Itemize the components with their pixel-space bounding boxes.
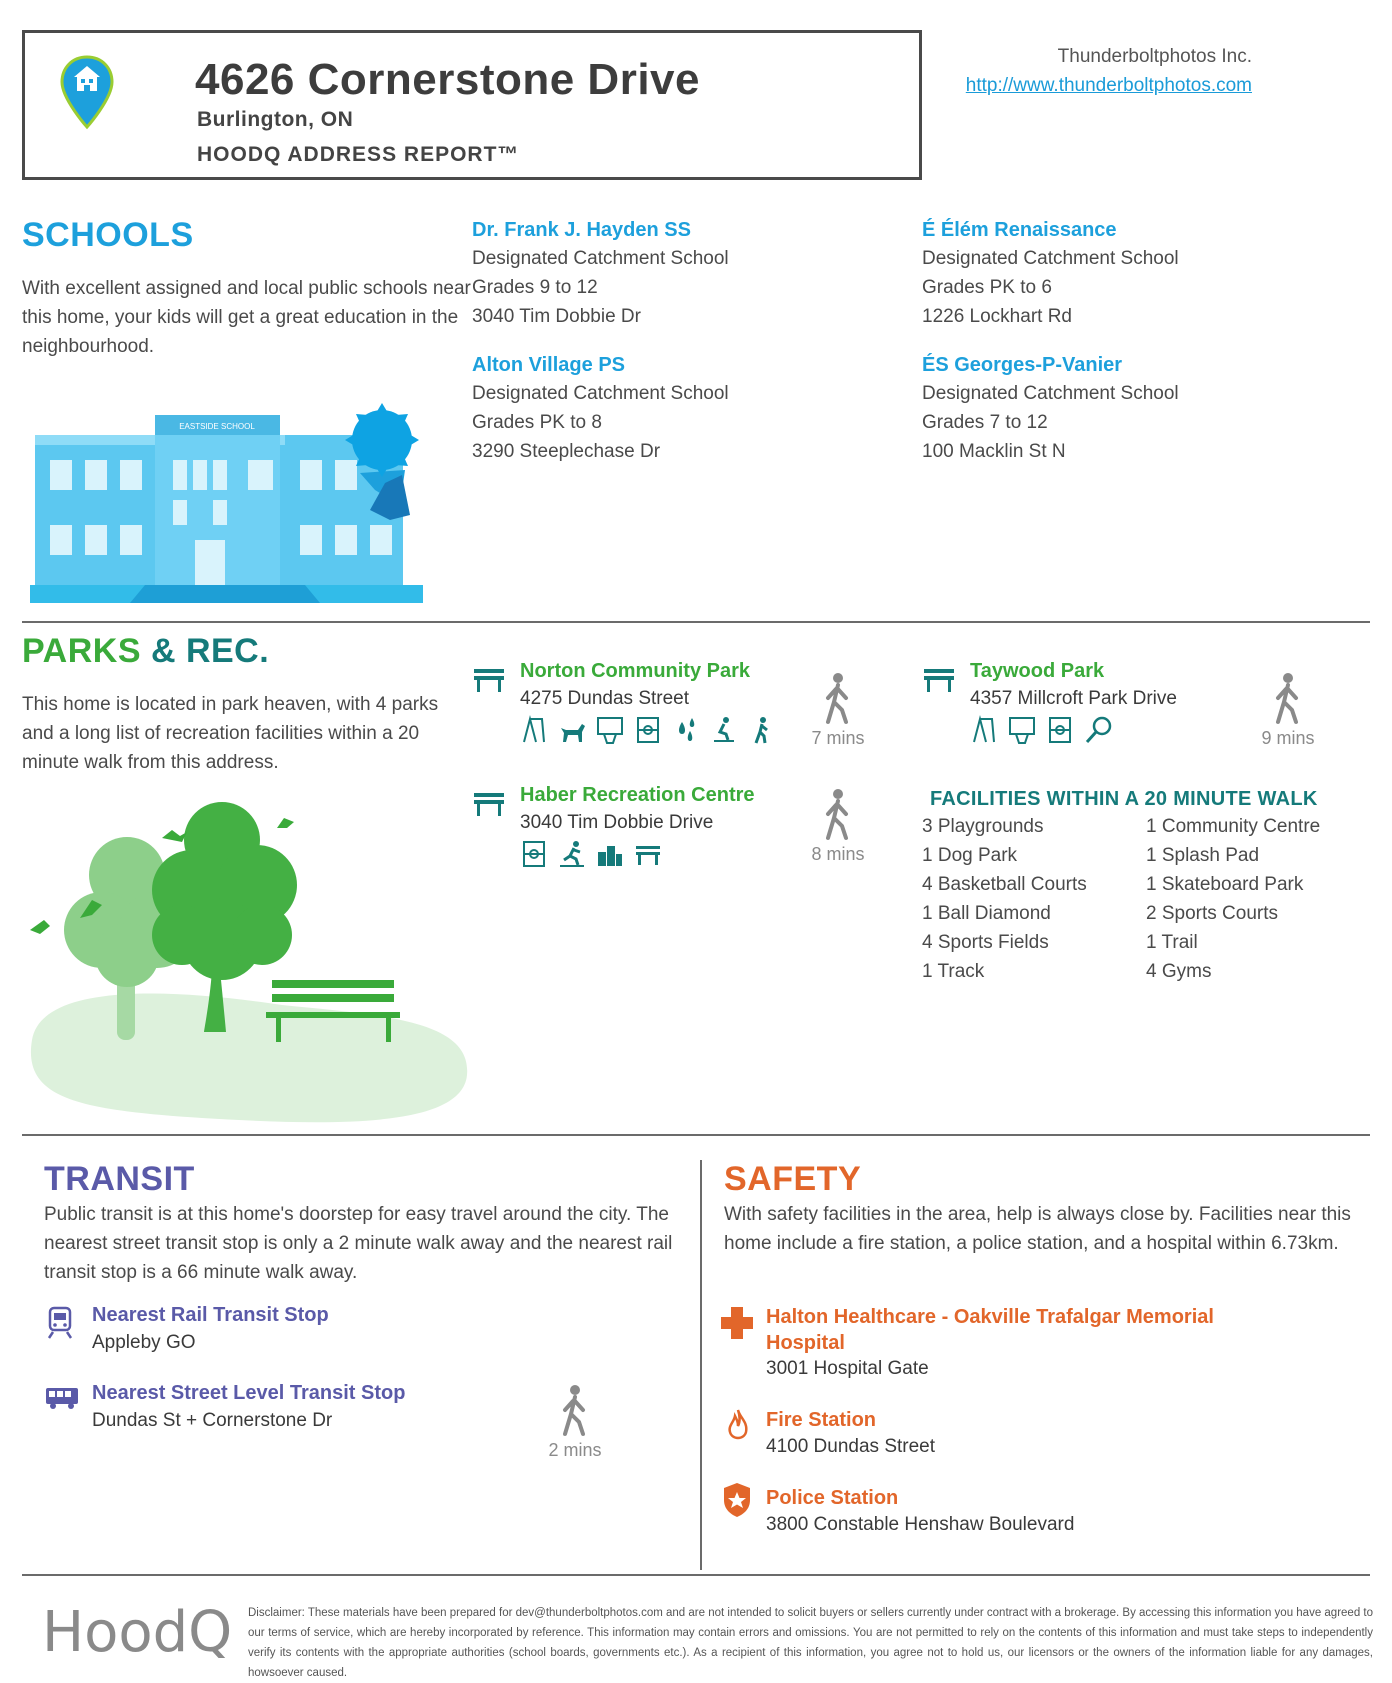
- walk-time: 9 mins: [1261, 728, 1315, 748]
- school-address: 1226 Lockhart Rd: [922, 306, 1072, 327]
- school-building-illustration: [30, 405, 430, 605]
- facilities-list-left: [922, 812, 1142, 986]
- facility-item: 1 Community Centre: [1146, 816, 1321, 837]
- school-type: Designated Catchment School: [472, 383, 729, 404]
- facility-item: 1 Track: [922, 961, 985, 982]
- splash-pad-icon: [672, 716, 700, 744]
- safety-title: SAFETY: [724, 1160, 862, 1198]
- basketball-icon: [1008, 716, 1036, 744]
- section-divider: [22, 621, 1370, 623]
- school-grades: Grades 9 to 12: [472, 277, 598, 298]
- safety-intro: With safety facilities in the area, help is always close by. Facilities near this home include a fire station, a police station, and a hospital within 6.73km.: [724, 1204, 1351, 1254]
- dog-park-icon: [558, 716, 586, 744]
- walking-person-icon: [555, 1384, 595, 1436]
- park-address: 3040 Tim Dobbie Drive: [520, 812, 714, 833]
- company-link[interactable]: http://www.thunderboltphotos.com: [965, 75, 1252, 96]
- walking-person-icon: [1268, 672, 1308, 724]
- bus-icon: [44, 1386, 80, 1410]
- sports-field-icon: [520, 840, 548, 868]
- parks-title-part2: & REC.: [141, 632, 270, 670]
- address-title: 4626 Cornerstone Drive: [195, 55, 700, 104]
- facility-item: 4 Basketball Courts: [922, 874, 1087, 895]
- address-city: Burlington, ON: [197, 108, 354, 131]
- facility-item: 1 Ball Diamond: [922, 903, 1051, 924]
- park-amenities: [970, 716, 1112, 744]
- street-stop-label: Nearest Street Level Transit Stop: [92, 1382, 406, 1404]
- parks-title: [22, 632, 269, 671]
- school-name[interactable]: É Élém Renaissance: [922, 219, 1117, 241]
- facilities-title: FACILITIES WITHIN A 20 MINUTE WALK: [930, 788, 1318, 810]
- school-address: 3290 Steeplechase Dr: [472, 441, 661, 462]
- school-card: [472, 351, 912, 466]
- police-station-address: 3800 Constable Henshaw Boulevard: [766, 1514, 1075, 1535]
- track-icon: [558, 840, 586, 868]
- facilities-list-right: [1146, 812, 1366, 986]
- school-card: [922, 216, 1362, 331]
- skateboard-icon: [710, 716, 738, 744]
- street-stop-name[interactable]: Dundas St + Cornerstone Dr: [92, 1410, 333, 1431]
- bench-icon: [472, 667, 506, 693]
- train-icon: [46, 1306, 74, 1340]
- fire-station-name[interactable]: Fire Station: [766, 1409, 877, 1431]
- park-name[interactable]: Taywood Park: [970, 660, 1105, 682]
- trail-icon: [748, 716, 776, 744]
- playground-icon: [970, 716, 998, 744]
- sports-field-icon: [1046, 716, 1074, 744]
- basketball-icon: [596, 716, 624, 744]
- park-amenities: [520, 716, 776, 744]
- hoodq-logo: HoodQ: [42, 1600, 233, 1665]
- schools-title: SCHOOLS: [22, 216, 194, 254]
- tennis-icon: [1084, 716, 1112, 744]
- hospital-name-line1: Halton Healthcare - Oakville Trafalgar Memorial: [766, 1306, 1214, 1328]
- company-name: Thunderboltphotos Inc.: [1057, 46, 1252, 67]
- school-grades: Grades PK to 6: [922, 277, 1052, 298]
- facility-item: 1 Dog Park: [922, 845, 1018, 866]
- transit-intro: Public transit is at this home's doorstep for easy travel around the city. The nearest street transit stop is only a 2 minute walk away and the nearest rail transit stop is a 66 minute walk away.: [44, 1204, 673, 1283]
- park-address: 4275 Dundas Street: [520, 688, 690, 709]
- header-box: [22, 30, 922, 180]
- facility-item: 4 Gyms: [1146, 961, 1212, 982]
- walking-person-icon: [818, 672, 858, 724]
- school-sign: EASTSIDE SCHOOL: [179, 422, 255, 431]
- transit-title: TRANSIT: [44, 1160, 195, 1198]
- rail-stop-name[interactable]: Appleby GO: [92, 1332, 196, 1353]
- facility-item: 2 Sports Courts: [1146, 903, 1278, 924]
- walking-person-icon: [818, 788, 858, 840]
- school-type: Designated Catchment School: [922, 248, 1179, 269]
- walk-time: 2 mins: [548, 1440, 602, 1460]
- bench-icon: [922, 667, 956, 693]
- parks-intro: This home is located in park heaven, with 4 parks and a long list of recreation facilities within a 20 minute walk from this address.: [22, 694, 439, 773]
- house-pin-icon: [59, 55, 115, 129]
- column-divider: [700, 1160, 702, 1570]
- hospital-name-line2: Hospital: [766, 1332, 845, 1354]
- facility-item: 1 Trail: [1146, 932, 1198, 953]
- park-illustration: [22, 800, 472, 1130]
- parks-title-part1: PARKS: [22, 632, 141, 670]
- facility-item: 3 Playgrounds: [922, 816, 1044, 837]
- school-type: Designated Catchment School: [922, 383, 1179, 404]
- school-type: Designated Catchment School: [472, 248, 729, 269]
- community-centre-icon: [596, 840, 624, 868]
- school-address: 100 Macklin St N: [922, 441, 1066, 462]
- police-station-name[interactable]: Police Station: [766, 1487, 899, 1509]
- school-card: [472, 216, 912, 331]
- school-name[interactable]: Dr. Frank J. Hayden SS: [472, 219, 691, 241]
- park-name[interactable]: Haber Recreation Centre: [520, 784, 755, 806]
- hospital-cross-icon: [720, 1306, 754, 1340]
- schools-intro: With excellent assigned and local public schools near this home, your kids will get a great education in the neighbourhood.: [22, 278, 471, 357]
- footer-divider: [22, 1574, 1370, 1576]
- school-name[interactable]: ÉS Georges-P-Vanier: [922, 354, 1123, 376]
- park-name[interactable]: Norton Community Park: [520, 660, 751, 682]
- fire-icon: [726, 1408, 750, 1442]
- hospital-address: 3001 Hospital Gate: [766, 1358, 929, 1379]
- school-name[interactable]: Alton Village PS: [472, 354, 625, 376]
- school-address: 3040 Tim Dobbie Dr: [472, 306, 641, 327]
- sports-field-icon: [634, 716, 662, 744]
- hospital-name[interactable]: [766, 1304, 1214, 1356]
- playground-icon: [520, 716, 548, 744]
- school-card: [922, 351, 1362, 466]
- fire-station-address: 4100 Dundas Street: [766, 1436, 936, 1457]
- facility-item: 1 Skateboard Park: [1146, 874, 1304, 895]
- school-grades: Grades PK to 8: [472, 412, 602, 433]
- bench-icon: [634, 840, 662, 868]
- bench-icon: [472, 791, 506, 817]
- rail-stop-label: Nearest Rail Transit Stop: [92, 1304, 329, 1326]
- section-divider: [22, 1134, 1370, 1136]
- park-amenities: [520, 840, 662, 868]
- school-grades: Grades 7 to 12: [922, 412, 1048, 433]
- facility-item: 1 Splash Pad: [1146, 845, 1260, 866]
- disclaimer-text: Disclaimer: These materials have been prepared for dev@thunderboltphotos.com and are not intended to solicit buyers or sellers currently under contract with a brokerage. By accessing this information you have agreed to our terms of service, which are hereby incorporated by reference. This information may contain errors and omissions. You are not permitted to rely on the contents of this information and must take steps to independently verify its contents with the appropriate authorities (school boards, governments etc.). As a recipient of this information, you agree not to hold us, our licensors or the owners of the information liable for any damages, howsoever caused.: [248, 1607, 1374, 1679]
- walk-time: 8 mins: [811, 844, 865, 864]
- report-label: HOODQ ADDRESS REPORT™: [197, 143, 520, 166]
- walk-time: 7 mins: [811, 728, 865, 748]
- facility-item: 4 Sports Fields: [922, 932, 1049, 953]
- park-address: 4357 Millcroft Park Drive: [970, 688, 1177, 709]
- police-badge-icon: [722, 1482, 752, 1518]
